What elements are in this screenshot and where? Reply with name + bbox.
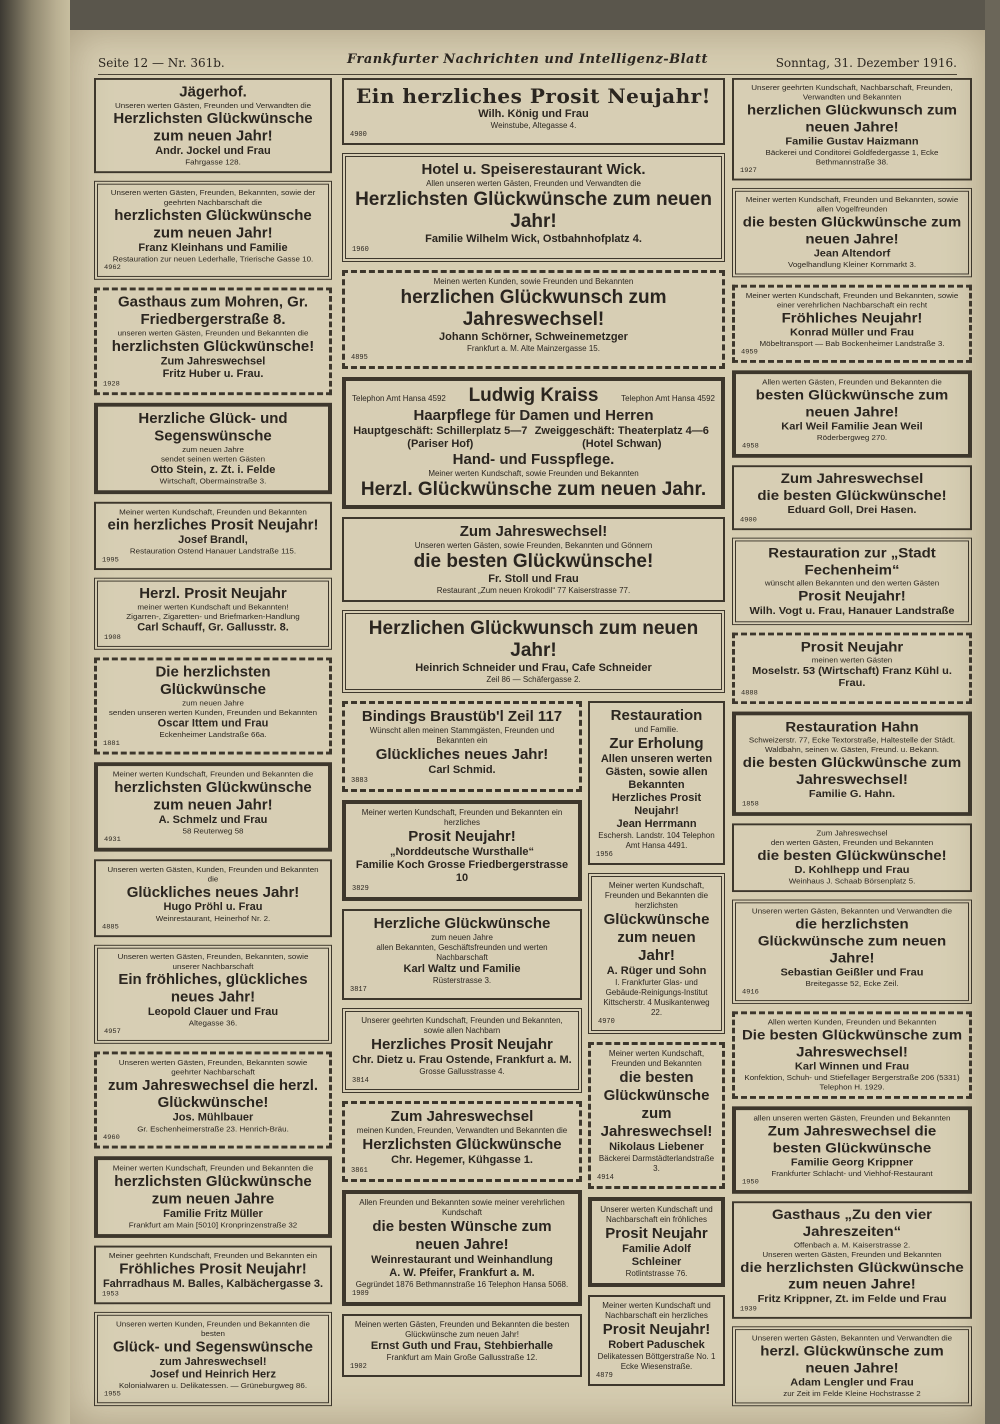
paper-title: Frankfurter Nachrichten und Intelligenz-Blatt [347,52,708,67]
page-date: Sonntag, 31. Dezember 1916. [775,56,957,70]
ad-text: und Familie. [634,725,679,734]
ad-number: 4895 [351,354,368,362]
ad-title: Gasthaus zum Mohren, Gr. Friedbergerstraße 8. [117,294,309,328]
ad-number: 1956 [596,851,613,859]
ad-signer: A. Schmelz und Frau [158,814,268,826]
ad-text: Meiner werten Kundschaft, Freunden und Bekannten [119,507,307,517]
ad-text: Unseren werten Gästen, Bekannten und Verwandten die [751,1333,953,1343]
ad-signer: Carl Schauff, Gr. Gallusstr. 8. [137,621,289,634]
advertisement [732,538,972,625]
ad-signer: Chr. Hegemer, Kühgasse 1. [391,1154,533,1166]
ad-subline: zum Jahreswechsel! [159,1356,267,1368]
ad-address: Bäckerei und Conditorei Goldfedergasse 1, Ecke Bethmannstraße 38. [765,148,939,167]
ad-headline: Glück- und Segenswünsche [112,1338,314,1356]
ad-text: Unseren werten Gästen, Freunden und Verwandten die [114,101,312,110]
ad-text: Meiner geehrten Kundschaft, Freunden und Bekannten ein [108,1251,318,1261]
advertisement [342,909,582,1000]
ad-title: Gasthaus „Zu den vier Jahreszeiten“ [771,1206,933,1240]
ad-signer: D. Kohlhepp und Frau [794,864,910,877]
ad-signer: Jean Herrmann [616,818,697,830]
advertisement [588,1295,725,1386]
ad-signer: Familie Wilhelm Wick, Ostbahnhofplatz 4. [425,233,642,245]
ad-signer: Wilh. König und Frau [478,108,589,120]
advertisement [732,1011,972,1098]
ad-number: 4916 [742,988,759,997]
advertisement [94,1156,332,1238]
ad-number: 4931 [104,836,121,844]
ad-address: Vogelhandlung Kleiner Kornmarkt 3. [787,260,917,269]
ad-address: Frankfurter Schlacht- und Viehhof-Restaurant [771,1169,933,1178]
ad-address: Wirtschaft, Obermainstraße 3. [159,476,267,486]
ad-text: Allen unseren werten Gästen, Freunden und Verwandten die [426,179,641,188]
ad-subline: Weinrestaurant und Weinhandlung [371,1254,553,1266]
ad-signer: Jean Altendorf [813,248,891,260]
ad-number: 1902 [350,1363,367,1371]
ad-text: allen Bekannten, Geschäftsfreunden und werten Nachbarschaft [376,943,548,962]
ad-number: 4914 [597,1174,614,1182]
ad-address: Bäckerei Darmstädterlandstraße 3. [598,1154,715,1173]
ad-headline: herzlichsten Glückwünsche zum neuen Jahre [114,1173,312,1208]
advertisement [732,370,972,457]
ad-signer: Robert Paduschek [608,1339,705,1351]
ad-signer: Familie Fritz Müller [163,1208,263,1220]
advertisement [342,610,725,693]
ad-headline: die besten Wünsche zum neuen Jahre! [372,1218,552,1253]
phone-right: Telephon Amt Hansa 4592 [621,394,715,403]
ad-text: zum neuen Jahre [431,933,493,942]
advertisement [94,578,332,650]
ad-address: Konfektion, Schuh- und Stiefellager Bergerstraße 206 (5331) Telephon H. 1929. [744,1073,960,1092]
ad-text: Unserer werten Kundschaft und Nachbarschaft ein fröhliches [600,1205,713,1224]
ad-number: 4970 [598,1018,615,1026]
ad-address: Breitegasse 52, Ecke Zeil. [805,979,899,988]
ad-title: Hotel u. Speiserestaurant Wick. [421,161,646,178]
ad-headline: ein herzliches Prosit Neujahr! [107,517,319,534]
ad-headline: Herzlichsten Glückwünsche zum neuen Jahr! [355,189,712,232]
ad-title: Herzliche Glückwünsche [373,915,551,932]
ad-number: 1881 [103,740,120,748]
ad-title: Restauration Hahn [785,719,919,736]
ad-text: senden unseren werten Kunden, Freunden und Bekannten [108,708,318,718]
ad-number: 1960 [352,246,369,254]
advertisement [588,873,725,1034]
ad-number: 3817 [350,986,367,994]
ad-address: Restauration Ostend Hanauer Landstraße 115. [129,546,297,556]
advertisement [94,78,332,173]
next-page-edge [985,0,1000,1424]
advertisement [732,1106,972,1193]
ad-text: Zigarren-, Zigaretten- und Briefmarken-Handlung [126,612,300,621]
newspaper-page [70,30,985,1424]
ad-number: 1858 [742,800,759,809]
ad-headline: Herzlichsten Glückwünsche [362,1136,562,1153]
ad-text: Unseren werten Gästen, Kunden, Freunden und Bekannten die [107,865,319,884]
ad-text: meiner werten Kundschaft und Bekannten! [137,602,289,612]
ad-text: Meinen werten Gästen, Freunden und Bekannten die besten Glückwünsche zum neuen Jahr! [354,1320,570,1339]
advertisement [342,517,725,602]
ad-title: Zum Jahreswechsel [780,470,924,487]
ad-text: Meiner werten Kundschaft, Freunden und Bekannten die herzlichsten [604,881,709,910]
ad-signer: Karl Winnen und Frau [794,1061,910,1073]
ad-headline: Zum Jahreswechsel die besten Glückwünsche [767,1123,937,1157]
ad-address: Weinrestaurant, Heinerhof Nr. 2. [155,914,271,923]
ad-text: Meiner werten Kundschaft, sowie Freunden und Bekannten [428,469,639,478]
ad-text: sendet seinen werten Gästen [160,454,266,464]
ad-number: 3861 [351,1167,368,1175]
ad-number: 1928 [103,380,120,389]
ad-text: Allen werten Gästen, Freunden und Bekannten die [762,377,942,387]
main-shop: Hauptgeschäft: Schillerplatz 5—7 (Pariser Hof) [353,425,528,450]
ad-address: 58 Reuterweg 58 [182,826,244,836]
ad-headline: Glückwünsche zum neuen Jahr! [603,911,710,964]
ad-number: 4888 [741,689,758,698]
ad-title: Zum Jahreswechsel! [459,523,608,540]
ad-address: Gegründet 1876 Bethmannstraße 16 Telephon Hansa 5068. [355,1280,569,1289]
advertisement [342,153,725,262]
ad-text: meinen werten Gästen [811,656,893,665]
advertisement [94,657,332,754]
ad-headline: herzlichen Glückwunsch zum neuen Jahre! [746,102,958,136]
ad-signer: Fahrradhaus M. Balles, Kalbächergasse 3. [102,1278,324,1290]
ad-headline: Herzl. Glückwünsche zum neuen Jahr. [360,479,707,500]
ad-number: 4958 [742,442,759,451]
advertisement [732,188,972,277]
ad-text: Offenbach a. M. Kaiserstrasse 2. [793,1240,911,1250]
ad-title: Die herzlichsten Glückwünsche [155,664,271,698]
ad-address: Eschersh. Landstr. 104 Telephon Amt Hansa 4491. [598,831,715,850]
ad-text: den werten Gästen, Freunden und Bekannten [770,838,934,847]
ad-text: Meiner werten Kundschaft, Freunden und Bekannten, sowie allen Vogelfreunden [745,195,959,214]
ad-signer: Chr. Dietz u. Frau Ostende, Frankfurt a. M. [352,1054,572,1066]
ad-headline: Herzliches Prosit Neujahr [371,1036,553,1053]
ad-text: allen unseren werten Gästen, Freunden und Bekannten [753,1113,951,1123]
ad-text: Allen werten Kunden, Freunden und Bekannten [767,1018,937,1027]
ad-address: Frankfurt a. M. Alte Mainzergasse 15. [467,344,600,353]
advertisement [732,633,972,704]
ad-signer: Moselstr. 53 (Wirtschaft) Franz Kühl u. Frau. [752,665,952,689]
ad-text: Meiner werten Kundschaft, Freunden und Bekannten [608,1049,705,1068]
ad-address: Restauration zur neuen Lederhalle, Trierische Gasse 10. [112,254,314,264]
ad-address: Weinhaus J. Schaab Börsenplatz 5. [788,877,916,886]
advertisement [732,1326,972,1406]
ad-title: Jägerhof. [179,83,247,101]
ad-number: 1995 [102,556,119,565]
ad-headline: Glückliches neues Jahr! [126,884,300,901]
ad-text: zum neuen Jahre [182,445,244,454]
ad-signer: Ernst Guth und Frau, Stehbierhalle [370,1340,554,1352]
ad-address: Eckenheimer Landstraße 66a. [159,730,267,740]
ad-text: Meiner werten Kundschaft und Nachbarschaft ein herzliches [602,1301,711,1320]
ad-signer: Fr. Stoll und Frau [488,573,579,585]
ad-title: Herzl. Prosit Neujahr [139,585,287,602]
ad-headline: Fröhliches Prosit Neujahr! [119,1260,307,1278]
ad-subline: Allen unseren werten Gästen, sowie allen Bekannten [600,753,713,791]
ad-signer: Eduard Goll, Drei Hasen. [787,504,917,517]
ad-address: Zeil 86 — Schäfergasse 2. [486,675,581,684]
ad-signer: A. W. Pfeifer, Frankfurt a. M. [389,1267,535,1279]
ad-address: Grosse Gallusstrasse 4. [419,1067,505,1076]
advertisement [94,287,332,395]
ad-number: 4960 [103,1134,120,1142]
ad-number: 4959 [741,348,758,357]
branch-shop: Zweiggeschäft: Theaterplatz 4—6 (Hotel Schwan) [534,425,709,450]
ad-headline: die herzlichsten Glückwünsche zum neuen Jahre! [740,1259,964,1293]
ad-address: Kolonialwaren u. Delikatessen. — Grüneburgweg 86. [118,1381,308,1390]
advertisement [94,1246,332,1305]
advertisement [342,78,725,145]
ad-signer: A. Rüger und Sohn [606,965,707,977]
ad-signer: Hugo Pröhl u. Frau [163,901,263,914]
phone-row [352,385,715,407]
advertisement [732,1201,972,1319]
ad-text: Meiner werten Kundschaft, Freunden und Bekannten, sowie einer verehrlichen Nachbarschaft ein recht [745,291,959,310]
advertisement [342,701,582,792]
ad-headline: herzlichsten Glückwünsche! [111,338,315,355]
ad-headline: die besten Glückwünsche zum Jahreswechsel! [600,1069,713,1140]
ad-title: Ein herzliches Prosit Neujahr! [356,84,711,108]
advertisement [94,762,332,851]
advertisement [94,859,332,937]
ad-address: Fahrgasse 128. [185,157,241,167]
ad-text: Unseren werten Gästen, Freunden, Bekannten sowie geehrter Nachbarschaft [118,1058,308,1077]
ad-address: Möbeltransport — Bab Bockenheimer Landstraße 3. [759,339,945,348]
ad-address: Delikatessen Böttgerstraße No. 1 Ecke Wiesenstraße. [597,1352,716,1371]
ad-number: 1908 [104,634,121,643]
ad-address: Weinstube, Altegasse 4. [490,121,577,130]
advertisement [342,1008,582,1093]
ad-number: 4957 [104,1028,121,1037]
binding-spine [0,0,70,1424]
page-header [98,52,957,75]
ad-text: Wünscht allen meinen Stammgästen, Freunden und Bekannten ein [369,726,555,745]
ad-address: Frankfurt am Main Große Gallusstraße 12. [386,1353,538,1362]
ad-headline: die besten Glückwünsche zum Jahreswechsel! [742,754,962,788]
ad-signer: Josef und Heinrich Herz [150,1368,276,1381]
ad-headline: herzlichsten Glückwünsche zum neuen Jahr! [114,207,312,242]
ad-number: 1955 [104,1390,121,1399]
ad-address: Rotlintstrasse 76. [625,1269,688,1278]
ad-text: meinen Kunden, Freunden, Verwandten und Bekannten die [356,1126,568,1135]
column-middle [342,78,725,1394]
ad-text: Unserer geehrten Kundschaft, Nachbarschaft, Freunden, Verwandten und Bekannten [751,83,953,102]
ad-subtitle: Haarpflege für Damen und Herren [413,407,654,424]
ad-signer: Familie G. Hahn. [808,788,896,800]
ad-signer: Fritz Krippner, Zt. im Felde und Frau [757,1293,947,1305]
ad-title: Ludwig Kraiss [468,385,599,406]
ad-headline: Ein fröhliches, glückliches neues Jahr! [118,971,308,1006]
ad-headline: Prosit Neujahr! [408,828,516,845]
ad-headline: Prosit Neujahr [605,1225,708,1242]
ad-headline: Glückliches neues Jahr! [375,746,549,763]
ad-headline: Prosit Neujahr! [602,1321,711,1338]
ad-headline: herzl. Glückwünsche zum neuen Jahre! [760,1343,944,1377]
ad-number: 3814 [352,1077,369,1085]
ad-text: Meinen werten Kunden, sowie Freunden und Bekannten [433,277,634,286]
ad-text: unseren werten Gästen, Freunden und Bekannten die [117,328,309,338]
ad-signer: Familie Gustav Haizmann [785,136,919,148]
advertisement [732,285,972,363]
ad-number: 4900 [350,131,367,139]
ad-headline: Herzlichen Glückwunsch zum neuen Jahr! [368,618,699,661]
advertisement [732,823,972,892]
ad-address: Frankfurt am Main [5010] Kronprinzenstraße 32 [128,1220,298,1230]
ad-subline: Zum Jahreswechsel [160,355,266,368]
advertisement [94,945,332,1044]
ad-signer: Karl Waltz und Familie [403,963,521,975]
ad-text: Meiner werten Kundschaft, Freunden und Bekannten die [112,1163,314,1173]
ad-text: Unseren werten Gästen, Freunden, Bekannten, sowie der geehrten Nachbarschaft die [110,188,316,207]
ad-address: Restaurant „Zum neuen Krokodil“ 77 Kaiserstrasse 77. [436,586,631,595]
advertisement [342,377,725,509]
ad-signer: Andr. Jockel und Frau [155,145,271,157]
ad-address: Rüsterstrasse 3. [432,976,492,985]
ad-headline: die besten Glückwünsche! [757,847,947,864]
shop-row [352,425,715,451]
ad-text: Meiner werten Kundschaft, Freunden und Bekannten ein herzliches [361,808,563,827]
ad-signer: Nikolaus Liebener [609,1141,704,1153]
ad-headline: Herzlichsten Glückwünsche zum neuen Jahr! [113,110,313,145]
ad-number: 3883 [351,777,368,785]
ad-text: Unseren werten Gästen, Freunden und Bekannten [762,1250,942,1259]
ad-signer: Sebastian Geißler und Frau [780,967,924,979]
page-label: Seite 12 — Nr. 361b. [98,56,225,70]
ad-headline: Die besten Glückwünsche zum Jahreswechsel! [741,1027,963,1061]
ad-text: Zum Jahreswechsel [816,829,888,838]
advertisement [732,78,972,180]
ad-subline: „Norddeutsche Wursthalle“ [389,846,535,858]
ad-address: I. Frankfurter Glas- und Gebäude-Reinigungs-Institut Kittscherstr. 4 Musikantenweg 22. [603,978,710,1017]
ad-address: Röderbergweg 270. [816,433,888,442]
ad-signer: Leopold Clauer und Frau [147,1006,279,1018]
advertisement [342,1190,582,1306]
ad-title: Restauration [610,707,703,724]
ad-headline: herzlichen Glückwunsch zum Jahreswechsel! [400,287,667,330]
ad-subtitle-2: Hand- und Fusspflege. [452,451,615,468]
advertisement [94,1312,332,1406]
ad-number: 4962 [104,264,121,273]
ad-headline: zum Jahreswechsel die herzl. Glückwünsche! [107,1077,319,1112]
advertisement [732,465,972,530]
ad-text: Unseren werten Kunden, Freunden und Bekannten die besten [116,1319,310,1338]
advertisement [732,900,972,1004]
ad-signer: Franz Kleinhans und Familie [138,242,288,254]
advertisement [588,1197,725,1287]
ad-address: Gr. Eschenheimerstraße 23. Henrich-Bräu. [137,1124,289,1134]
column-right [732,78,972,1414]
ad-title: Bindings Braustüb'l Zeil 117 [361,708,563,725]
ad-signer: Familie Adolf Schleiner [622,1243,691,1268]
ad-text: Meiner werten Kundschaft, Freunden und Bekannten die [112,769,314,779]
ad-text: Unseren werten Gästen, sowie Freunden, Bekannten und Gönnern [414,541,653,550]
ad-headline: die besten Glückwünsche zum neuen Jahre! [742,214,962,248]
ad-signer: Fritz Huber u. Frau. [162,368,264,380]
advertisement [94,403,332,494]
advertisement [94,181,332,280]
ad-text: wünscht allen Bekannten und den werten Gästen [764,579,940,588]
advertisement [588,1042,725,1189]
ad-text: Unseren werten Gästen, Freunden, Bekannten, sowie unserer Nachbarschaft [117,952,309,971]
ad-signer: Karl Weil Familie Jean Weil [781,421,923,433]
ad-signer: Wilh. Vogt u. Frau, Hanauer Landstraße [749,605,955,617]
ad-title: Zum Jahreswechsel [390,1108,534,1125]
ad-signer: Adam Lengler und Frau [790,1377,914,1389]
advertisement [94,502,332,570]
ad-number: 4900 [740,516,757,525]
ad-number: 4879 [596,1372,613,1380]
column-left [94,78,332,1414]
ad-headline: Zur Erholung [609,735,704,752]
ad-number: 1953 [102,1290,119,1299]
ad-signer: Carl Schmid. [428,764,496,776]
ad-signer: Familie Georg Krippner [790,1157,914,1169]
ad-title: Restauration zur „Stadt Fechenheim“ [768,545,936,579]
ad-number: 3829 [352,885,369,893]
ad-text: Unseren werten Gästen, Bekannten und Verwandten die [751,907,953,916]
ad-signer: Jos. Mühlbauer [172,1112,254,1124]
ad-number: 1939 [740,1305,757,1314]
ad-text: Schweizerstr. 77, Ecke Textorstraße, Haltestelle der Städt. Waldbahn, seinen w. Gästen, Freund. u. Bekann. [748,736,956,754]
ad-text: Allen Freunden und Bekannten sowie meiner verehrlichen Kundschaft [359,1198,565,1217]
ad-address: zur Zeit im Felde Kleine Hochstrasse 2 [783,1389,921,1398]
ad-headline: die besten Glückwünsche! [757,487,947,504]
ad-subline-2: Herzliches Prosit Neujahr! [611,792,702,817]
ad-signer: Oscar Ittem und Frau [157,718,269,730]
ad-signer: Otto Stein, z. Zt. i. Felde [150,464,276,476]
ad-headline: Fröhliches Neujahr! [781,310,923,327]
ad-title: Prosit Neujahr [800,639,904,656]
ad-headline: Prosit Neujahr! [798,588,906,605]
ad-headline: die herzlichsten Glückwünsche zum neuen Jahre! [757,916,947,967]
advertisement [342,1314,582,1377]
ad-number: 1927 [740,167,757,175]
advertisement [94,1051,332,1148]
advertisement [588,701,725,865]
ad-signer: Josef Brandl, [178,534,248,547]
ad-number: 1909 [352,1290,369,1298]
ad-headline: besten Glückwünsche zum neuen Jahre! [755,387,949,421]
ad-headline: die besten Glückwünsche! [413,551,654,572]
ad-signer: Konrad Müller und Frau [789,327,915,339]
phone-left: Telephon Amt Hansa 4592 [352,394,446,403]
ad-signer: Familie Koch Grosse Friedbergerstrasse 10 [355,859,569,884]
ad-address: Altegasse 36. [188,1018,238,1028]
ad-signer: Heinrich Schneider und Frau, Cafe Schneider [415,662,652,674]
advertisement [342,270,725,369]
ad-headline: herzlichsten Glückwünsche zum neuen Jahr! [114,779,312,814]
ad-number: 4885 [102,923,119,932]
ad-signer: Johann Schörner, Schweinemetzger [439,331,628,343]
ad-text: zum neuen Jahre [182,698,244,708]
advertisement [732,712,972,816]
advertisement [342,1101,582,1182]
ad-number: 1950 [742,1178,759,1187]
advertisement [342,800,582,901]
ad-text: Unserer geehrten Kundschaft, Freunden und Bekannten, sowie allen Nachbarn [361,1016,563,1035]
ad-title: Herzliche Glück- und Segenswünsche [138,410,288,445]
